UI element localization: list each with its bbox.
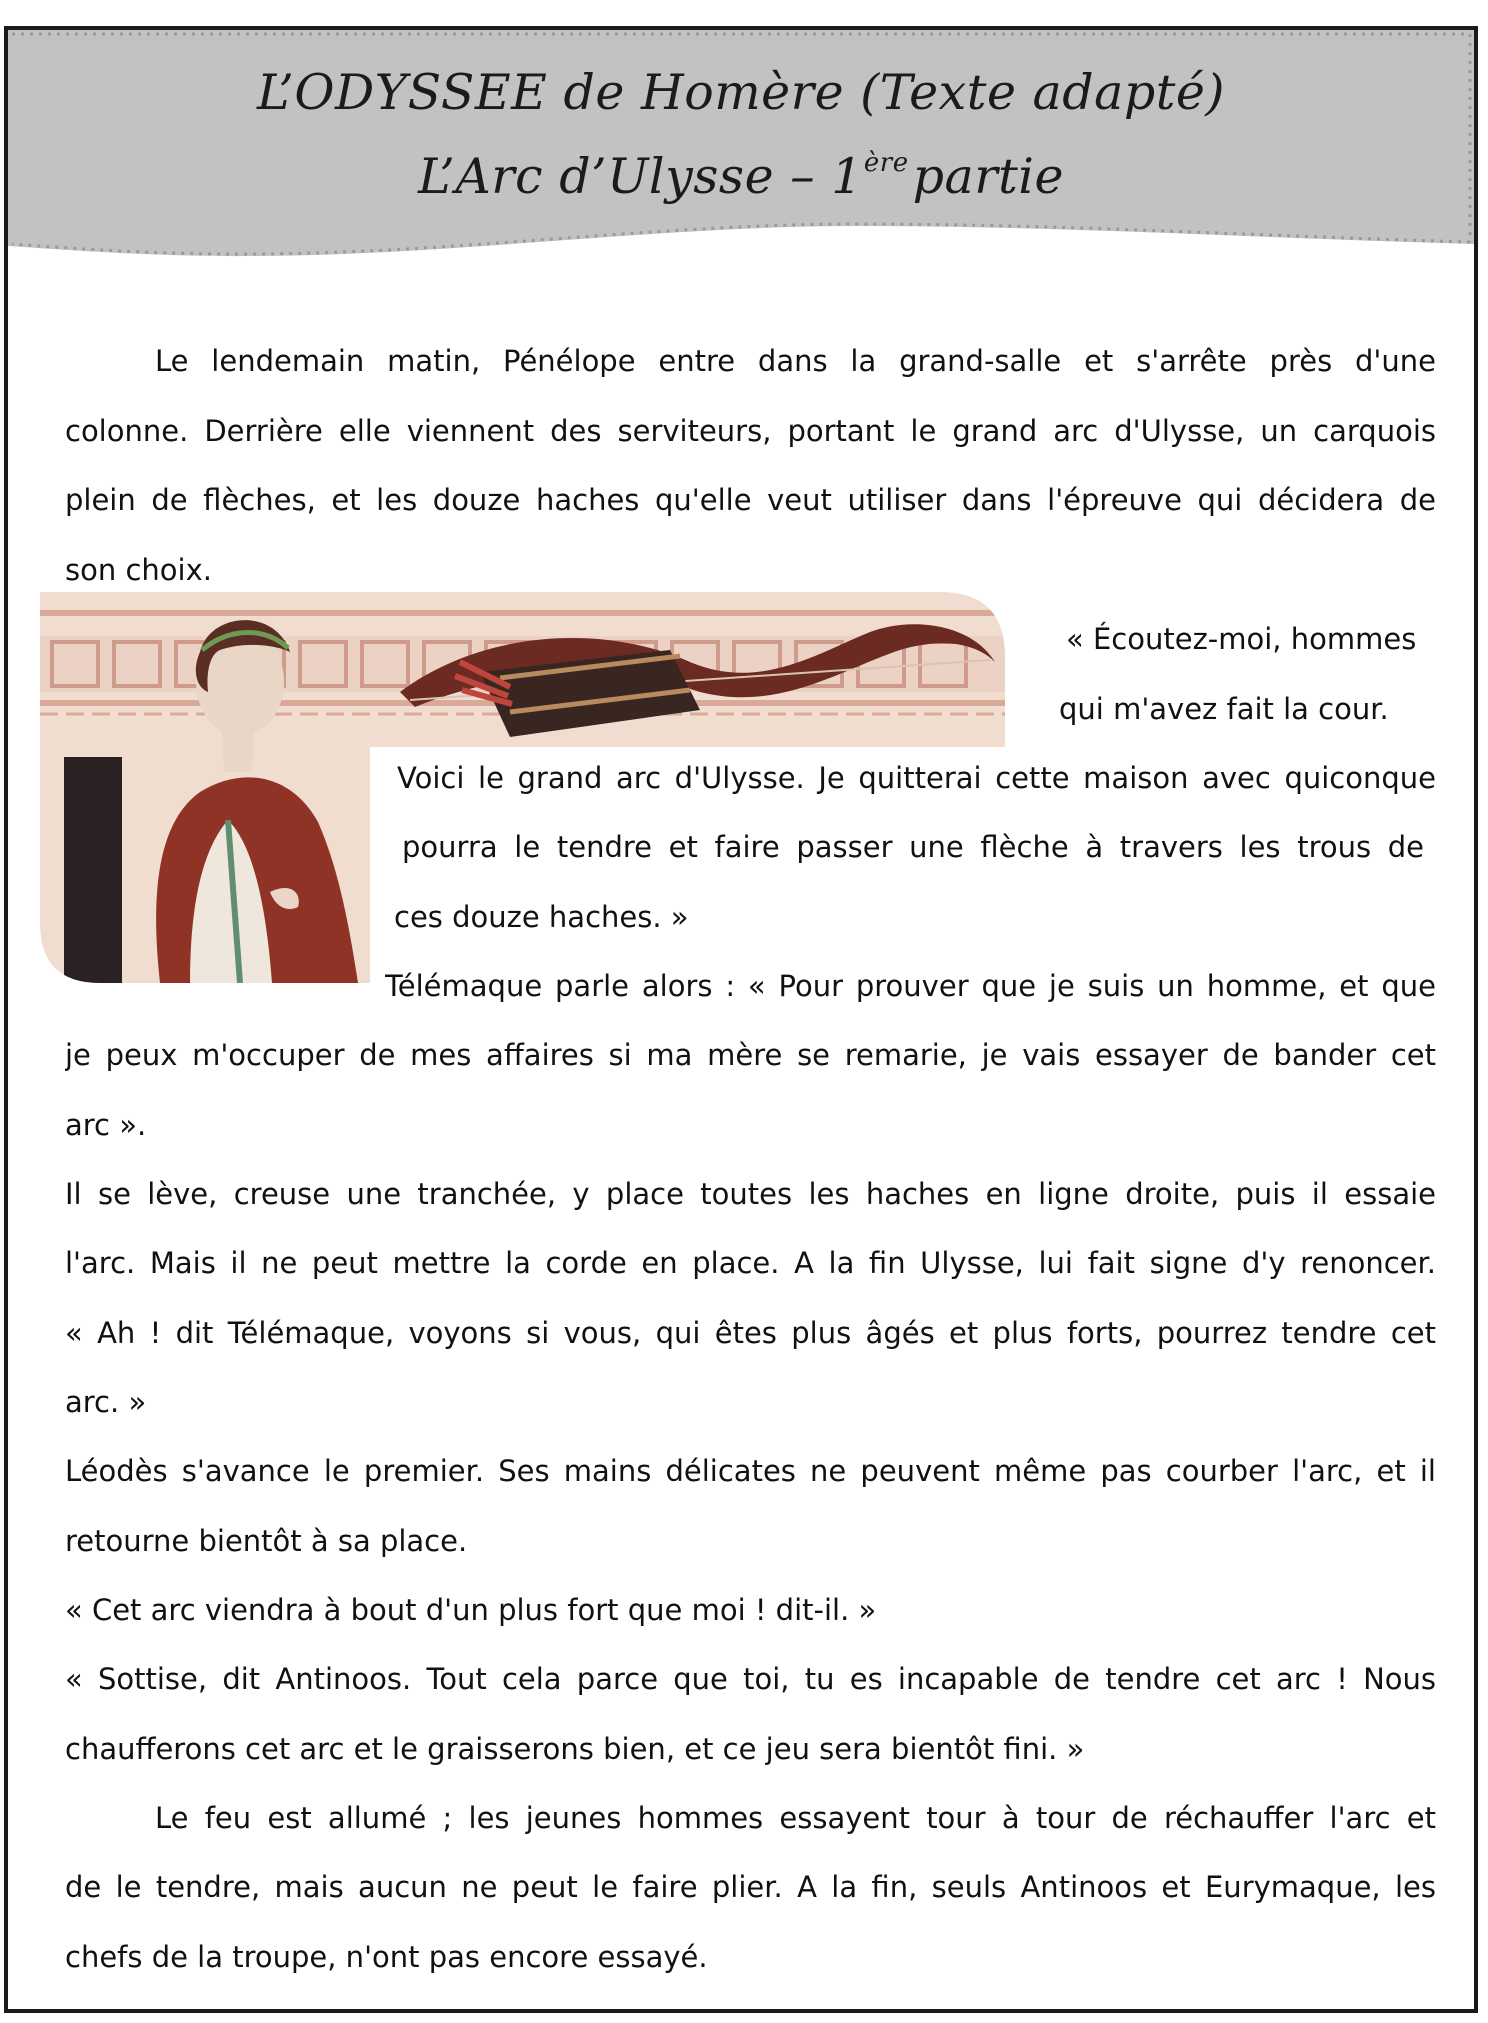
body-line-1: Le lendemain matin, Pénélope entre dans la grand-salle et s'arrête près d'une bbox=[155, 344, 1436, 378]
body-line-23: de le tendre, mais aucun ne peut le faire plier. A la fin, seuls Antinoos et Eurymaque, les bbox=[65, 1870, 1436, 1904]
body-line-20: « Sottise, dit Antinoos. Tout cela parce que toi, tu es incapable de tendre cet arc ! Nous bbox=[65, 1662, 1436, 1696]
body-line-9: ces douze haches. » bbox=[394, 900, 689, 934]
body-line-13: Il se lève, creuse une tranchée, y place toutes les haches en ligne droite, puis il essaie bbox=[65, 1177, 1436, 1211]
body-line-21: chaufferons cet arc et le graisserons bien, et ce jeu sera bientôt fini. » bbox=[65, 1732, 1085, 1766]
body-line-6: qui m'avez fait la cour. bbox=[1059, 692, 1389, 726]
page-subtitle: L’Arc d’Ulysse – 1èrepartie bbox=[418, 148, 1064, 205]
body-line-5: « Écoutez-moi, hommes bbox=[1066, 622, 1417, 656]
body-line-24: chefs de la troupe, n'ont pas encore essayé. bbox=[65, 1940, 708, 1974]
page-title: L’ODYSSEE de Homère (Texte adapté) bbox=[256, 64, 1226, 121]
column-shape bbox=[64, 757, 122, 983]
body-line-16: arc. » bbox=[65, 1385, 147, 1419]
title-banner bbox=[8, 30, 1474, 266]
body-line-2: colonne. Derrière elle viennent des serviteurs, portant le grand arc d'Ulysse, un carquois bbox=[65, 414, 1436, 448]
body-line-11: je peux m'occuper de mes affaires si ma mère se remarie, je vais essayer de bander cet bbox=[65, 1038, 1436, 1072]
body-line-10: Télémaque parle alors : « Pour prouver que je suis un homme, et que bbox=[385, 969, 1436, 1003]
body-line-19: « Cet arc viendra à bout d'un plus fort que moi ! dit-il. » bbox=[65, 1593, 877, 1627]
body-line-8: pourra le tendre et faire passer une flèche à travers les trous de bbox=[402, 830, 1424, 864]
body-line-14: l'arc. Mais il ne peut mettre la corde en place. A la fin Ulysse, lui fait signe d'y renoncer. bbox=[65, 1246, 1436, 1280]
body-line-12: arc ». bbox=[65, 1108, 147, 1142]
body-line-15: « Ah ! dit Télémaque, voyons si vous, qui êtes plus âgés et plus forts, pourrez tendre cet bbox=[65, 1316, 1436, 1350]
body-line-17: Léodès s'avance le premier. Ses mains délicates ne peuvent même pas courber l'arc, et il bbox=[65, 1454, 1436, 1488]
body-line-7: Voici le grand arc d'Ulysse. Je quitterai cette maison avec quiconque bbox=[397, 761, 1436, 795]
body-line-3: plein de flèches, et les douze haches qu'elle veut utiliser dans l'épreuve qui décidera de bbox=[65, 483, 1436, 517]
body-line-22: Le feu est allumé ; les jeunes hommes essayent tour à tour de réchauffer l'arc et bbox=[155, 1801, 1436, 1835]
body-line-4: son choix. bbox=[65, 553, 212, 587]
body-line-18: retourne bientôt à sa place. bbox=[65, 1524, 468, 1558]
page-frame bbox=[4, 26, 1478, 2013]
